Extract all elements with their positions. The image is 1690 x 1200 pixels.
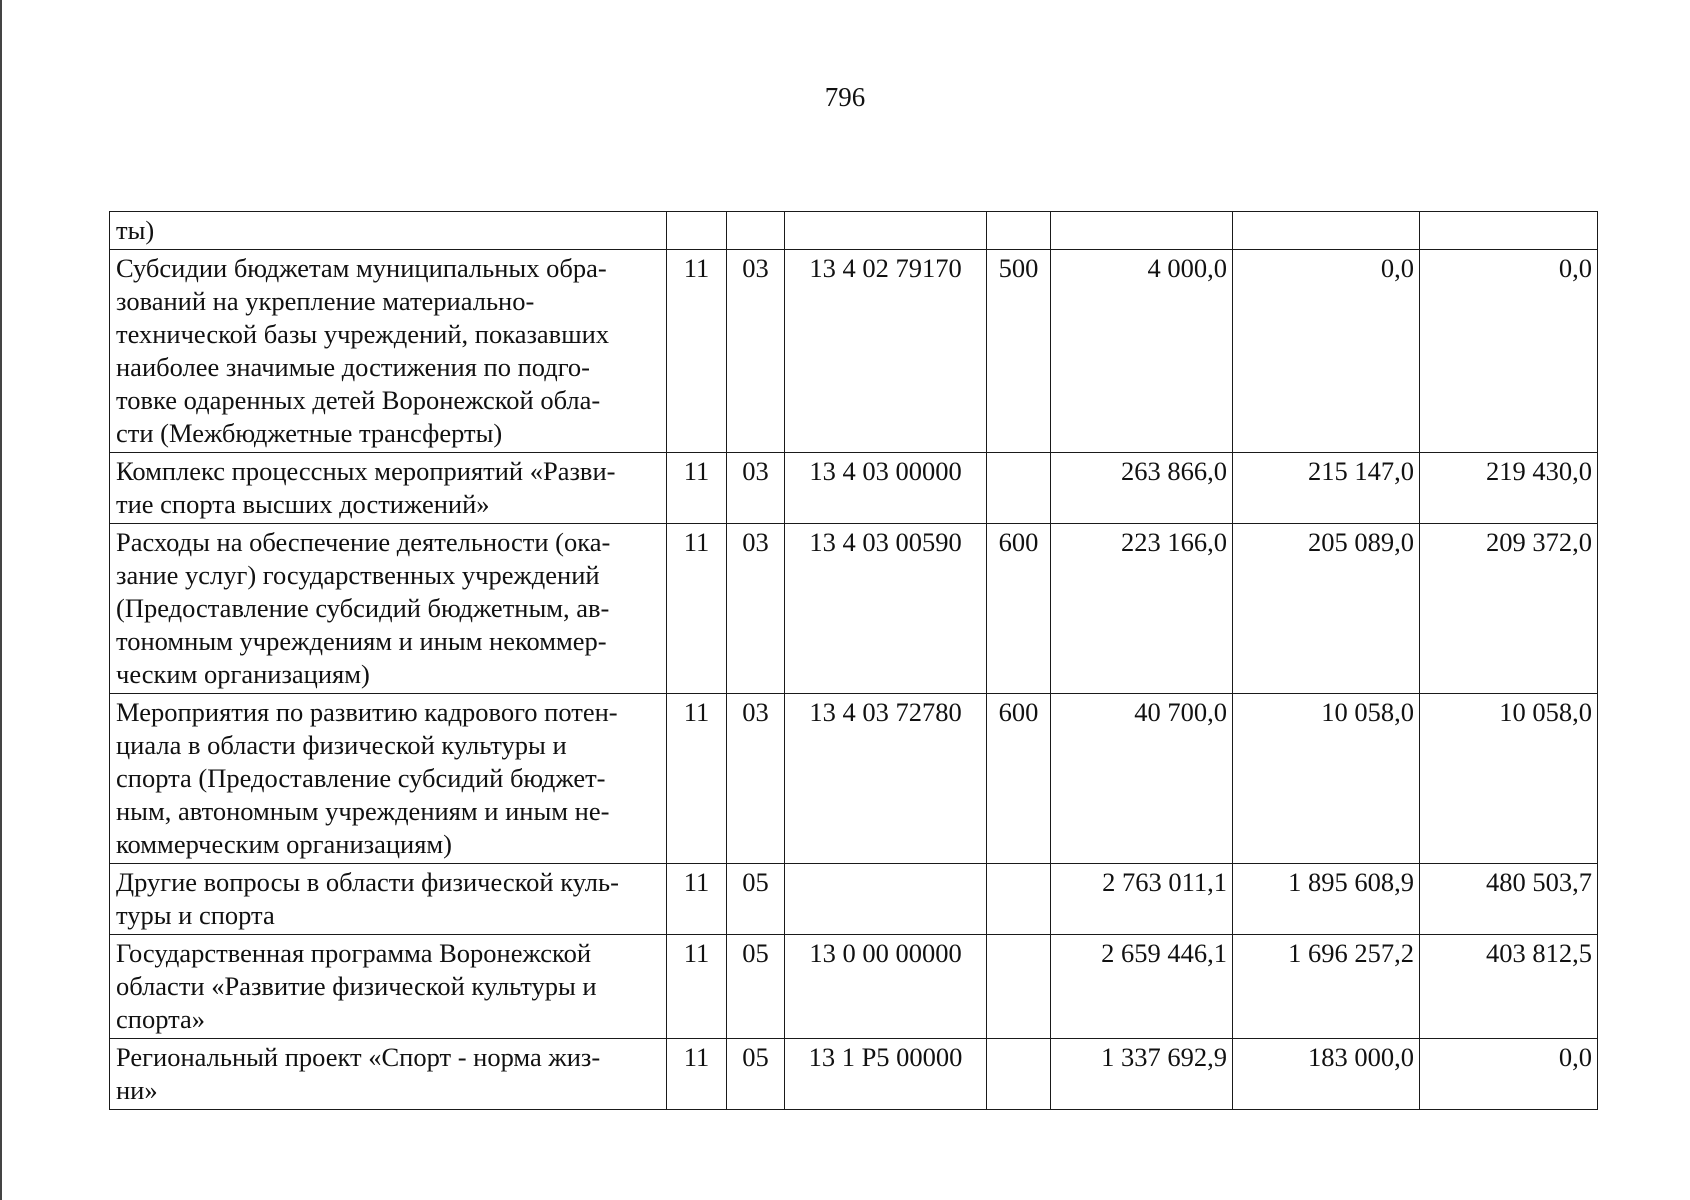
cell-expense-type xyxy=(987,212,1051,250)
name-line: Региональный проект «Спорт - норма жиз- xyxy=(116,1042,601,1072)
cell-name xyxy=(110,250,667,453)
cell-section: 11 xyxy=(667,453,727,524)
cell-target-article: 13 1 P5 00000 xyxy=(785,1039,987,1110)
name-line: области «Развитие физической культуры и xyxy=(116,971,597,1001)
name-line: зований на укрепление материально- xyxy=(116,286,535,316)
table-row xyxy=(110,212,1598,250)
name-line: технической базы учреждений, показавших xyxy=(116,319,610,349)
cell-amount-year2: 0,0 xyxy=(1233,250,1420,453)
cell-section: 11 xyxy=(667,864,727,935)
cell-amount-year2: 1 696 257,2 xyxy=(1233,935,1420,1039)
cell-amount-year3: 0,0 xyxy=(1420,250,1598,453)
cell-name xyxy=(110,212,667,250)
cell-section: 11 xyxy=(667,935,727,1039)
cell-amount-year1: 2 763 011,1 xyxy=(1051,864,1233,935)
name-line: спорта» xyxy=(116,1004,206,1034)
page-left-edge xyxy=(0,0,2,1200)
cell-section: 11 xyxy=(667,694,727,864)
cell-expense-type xyxy=(987,935,1051,1039)
cell-expense-type: 600 xyxy=(987,694,1051,864)
cell-amount-year1: 263 866,0 xyxy=(1051,453,1233,524)
cell-subsection: 03 xyxy=(727,453,785,524)
name-line: Субсидии бюджетам муниципальных обра- xyxy=(116,253,607,283)
cell-target-article: 13 4 03 00590 xyxy=(785,524,987,694)
cell-subsection: 03 xyxy=(727,694,785,864)
table-row xyxy=(110,1039,1598,1110)
name-line: сти (Межбюджетные трансферты) xyxy=(116,418,503,448)
name-line: зание услуг) государственных учреждений xyxy=(116,560,600,590)
name-line: циала в области физической культуры и xyxy=(116,730,567,760)
name-line: (Предоставление субсидий бюджетным, ав- xyxy=(116,593,610,623)
cell-amount-year3: 403 812,5 xyxy=(1420,935,1598,1039)
cell-section: 11 xyxy=(667,250,727,453)
cell-target-article: 13 4 03 00000 xyxy=(785,453,987,524)
cell-amount-year1: 4 000,0 xyxy=(1051,250,1233,453)
cell-section: 11 xyxy=(667,524,727,694)
cell-subsection: 03 xyxy=(727,524,785,694)
name-line: ческим организациям) xyxy=(116,659,370,689)
name-line: Комплекс процессных мероприятий «Разви- xyxy=(116,456,616,486)
cell-expense-type xyxy=(987,864,1051,935)
cell-expense-type xyxy=(987,1039,1051,1110)
name-line: спорта (Предоставление субсидий бюджет- xyxy=(116,763,606,793)
cell-subsection: 05 xyxy=(727,864,785,935)
cell-expense-type: 500 xyxy=(987,250,1051,453)
table-row xyxy=(110,935,1598,1039)
name-line: ным, автономным учреждениям и иным не- xyxy=(116,796,610,826)
cell-subsection: 05 xyxy=(727,1039,785,1110)
table-row xyxy=(110,250,1598,453)
name-line: наиболее значимые достижения по подго- xyxy=(116,352,591,382)
cell-amount-year1: 1 337 692,9 xyxy=(1051,1039,1233,1110)
table-row xyxy=(110,694,1598,864)
cell-section xyxy=(667,212,727,250)
name-line: Государственная программа Воронежской xyxy=(116,938,592,968)
cell-subsection: 03 xyxy=(727,250,785,453)
table-row xyxy=(110,864,1598,935)
page-number: 796 xyxy=(824,82,866,112)
cell-amount-year2: 10 058,0 xyxy=(1233,694,1420,864)
cell-amount-year3: 10 058,0 xyxy=(1420,694,1598,864)
name-line: коммерческим организациям) xyxy=(116,829,452,859)
name-line: ни» xyxy=(116,1075,158,1105)
cell-amount-year2: 1 895 608,9 xyxy=(1233,864,1420,935)
cell-amount-year1 xyxy=(1051,212,1233,250)
cell-section: 11 xyxy=(667,1039,727,1110)
cell-amount-year2: 205 089,0 xyxy=(1233,524,1420,694)
cell-amount-year3 xyxy=(1420,212,1598,250)
cell-amount-year3: 209 372,0 xyxy=(1420,524,1598,694)
cell-name xyxy=(110,864,667,935)
table-row xyxy=(110,524,1598,694)
cell-target-article: 13 4 02 79170 xyxy=(785,250,987,453)
cell-target-article xyxy=(785,212,987,250)
name-line: туры и спорта xyxy=(116,900,275,930)
cell-name xyxy=(110,524,667,694)
cell-amount-year2: 215 147,0 xyxy=(1233,453,1420,524)
cell-amount-year1: 40 700,0 xyxy=(1051,694,1233,864)
name-line: тономным учреждениям и иным некоммер- xyxy=(116,626,607,656)
cell-subsection: 05 xyxy=(727,935,785,1039)
name-line: тие спорта высших достижений» xyxy=(116,489,490,519)
budget-table xyxy=(109,211,1598,1110)
cell-name xyxy=(110,453,667,524)
cell-name xyxy=(110,935,667,1039)
cell-amount-year3: 0,0 xyxy=(1420,1039,1598,1110)
cell-amount-year3: 219 430,0 xyxy=(1420,453,1598,524)
cell-amount-year1: 2 659 446,1 xyxy=(1051,935,1233,1039)
name-line: товке одаренных детей Воронежской обла- xyxy=(116,385,601,415)
cell-name xyxy=(110,1039,667,1110)
name-line: Расходы на обеспечение деятельности (ока- xyxy=(116,527,611,557)
cell-target-article: 13 4 03 72780 xyxy=(785,694,987,864)
cell-target-article xyxy=(785,864,987,935)
cell-amount-year1: 223 166,0 xyxy=(1051,524,1233,694)
cell-expense-type: 600 xyxy=(987,524,1051,694)
cell-amount-year3: 480 503,7 xyxy=(1420,864,1598,935)
cell-expense-type xyxy=(987,453,1051,524)
name-line: Другие вопросы в области физической куль- xyxy=(116,867,619,897)
cell-name xyxy=(110,694,667,864)
name-line: Мероприятия по развитию кадрового потен- xyxy=(116,697,618,727)
name-line: ты) xyxy=(116,215,155,245)
cell-target-article: 13 0 00 00000 xyxy=(785,935,987,1039)
cell-amount-year2: 183 000,0 xyxy=(1233,1039,1420,1110)
table-row xyxy=(110,453,1598,524)
cell-subsection xyxy=(727,212,785,250)
cell-amount-year2 xyxy=(1233,212,1420,250)
